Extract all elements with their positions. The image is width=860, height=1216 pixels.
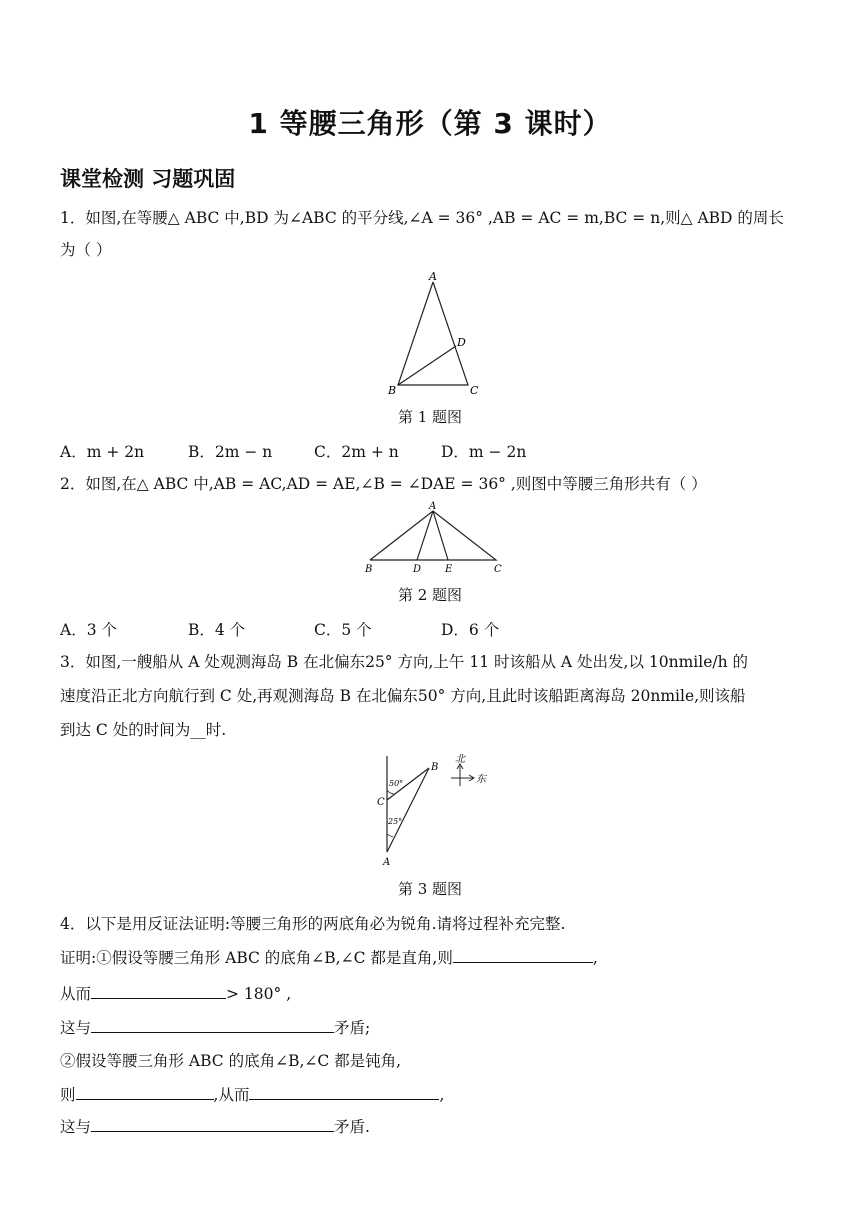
- q1-label-a: A: [429, 270, 437, 283]
- q3-north-label: 北: [455, 754, 465, 765]
- section-heading: 课堂检测 习题巩固: [60, 167, 236, 191]
- q4-line4-end: 矛盾;: [334, 1019, 371, 1037]
- q3-label-b: B: [431, 762, 439, 773]
- q2-label-a: A: [429, 501, 437, 512]
- q2-option-b: B．4 个: [188, 621, 246, 639]
- q1-option-b: B．2m − n: [188, 443, 273, 461]
- q4-line6-end: ,: [439, 1086, 445, 1104]
- q4-line6-mid: ,从而: [213, 1086, 250, 1104]
- q2-label-c: C: [494, 564, 502, 575]
- q4-line3: [60, 982, 291, 1006]
- q2-option-c: C．5 个: [314, 621, 372, 639]
- q2-caption: 第 2 题图: [397, 586, 463, 604]
- page-title: 1 等腰三角形（第 3 课时）: [248, 107, 612, 140]
- q1-option-a: A．m + 2n: [60, 443, 145, 461]
- q3-text-line1: 3．如图,一艘船从 A 处观测海岛 B 在北偏东25° 方向,上午 11 时该船从 A 处出发,以 10nmile/h 的: [60, 653, 749, 671]
- answer-blank-6[interactable]: [91, 1115, 334, 1132]
- q4-line2-end: ,: [592, 949, 598, 967]
- q1-label-b: B: [388, 384, 397, 397]
- q3-text-line2: 速度沿正北方向航行到 C 处,再观测海岛 B 在北偏东50° 方向,且此时该船距离海岛 20nmile,则该船: [60, 687, 746, 705]
- q4-text-line1: 4．以下是用反证法证明:等腰三角形的两底角必为锐角.请将过程补充完整.: [60, 915, 566, 933]
- q1-option-c: C．2m + n: [314, 443, 399, 461]
- q4-line7-end: 矛盾.: [334, 1118, 370, 1136]
- answer-blank-2[interactable]: [91, 982, 226, 999]
- q4-line2: [60, 946, 598, 970]
- q4-line3-text: 从而: [60, 985, 92, 1003]
- answer-blank-4[interactable]: [76, 1083, 214, 1100]
- q3-angle-50: 50°: [389, 779, 404, 788]
- q3-figure: [365, 750, 505, 870]
- q2-label-d: D: [413, 564, 422, 575]
- q4-line7: [60, 1115, 370, 1139]
- q4-line6-text: 则: [60, 1086, 76, 1104]
- q1-text-line1: 1．如图,在等腰△ ABC 中,BD 为∠ABC 的平分线,∠A = 36° ,AB = AC = m,BC = n,则△ ABD 的周长: [60, 209, 784, 227]
- q4-line6: [60, 1083, 444, 1107]
- q2-option-a: A．3 个: [60, 621, 117, 639]
- q4-text-line5: ②假设等腰三角形 ABC 的底角∠B,∠C 都是钝角,: [60, 1052, 402, 1070]
- q4-line2-text: 证明:①假设等腰三角形 ABC 的底角∠B,∠C 都是直角,则: [60, 949, 453, 967]
- q2-label-b: B: [365, 564, 373, 575]
- q3-label-a: A: [383, 857, 391, 868]
- answer-blank-3[interactable]: [91, 1016, 334, 1033]
- q1-label-c: C: [470, 384, 479, 397]
- q3-label-c: C: [377, 797, 385, 808]
- q3-east-label: 东: [476, 774, 486, 785]
- q3-caption: 第 3 题图: [397, 880, 463, 898]
- q3-text-line3: 到达 C 处的时间为__时.: [60, 721, 227, 739]
- q4-line3-end: > 180° ,: [226, 985, 292, 1003]
- q4-line7-text: 这与: [60, 1118, 92, 1136]
- q1-label-d: D: [457, 336, 466, 349]
- q2-label-e: E: [445, 564, 453, 575]
- q1-caption: 第 1 题图: [397, 408, 463, 426]
- q4-line4-text: 这与: [60, 1019, 92, 1037]
- q1-text-line2: 为（ ）: [60, 241, 112, 259]
- answer-blank-5[interactable]: [249, 1083, 439, 1100]
- q2-figure: [360, 500, 510, 580]
- q2-text-line1: 2．如图,在△ ABC 中,AB = AC,AD = AE,∠B = ∠DAE = 36° ,则图中等腰三角形共有（ ）: [60, 475, 707, 493]
- q2-option-d: D．6 个: [441, 621, 500, 639]
- answer-blank-1[interactable]: [453, 946, 593, 963]
- q1-option-d: D．m − 2n: [441, 443, 527, 461]
- q3-angle-25: 25°: [388, 817, 403, 826]
- q1-figure: [380, 268, 490, 398]
- q4-line4: [60, 1016, 370, 1040]
